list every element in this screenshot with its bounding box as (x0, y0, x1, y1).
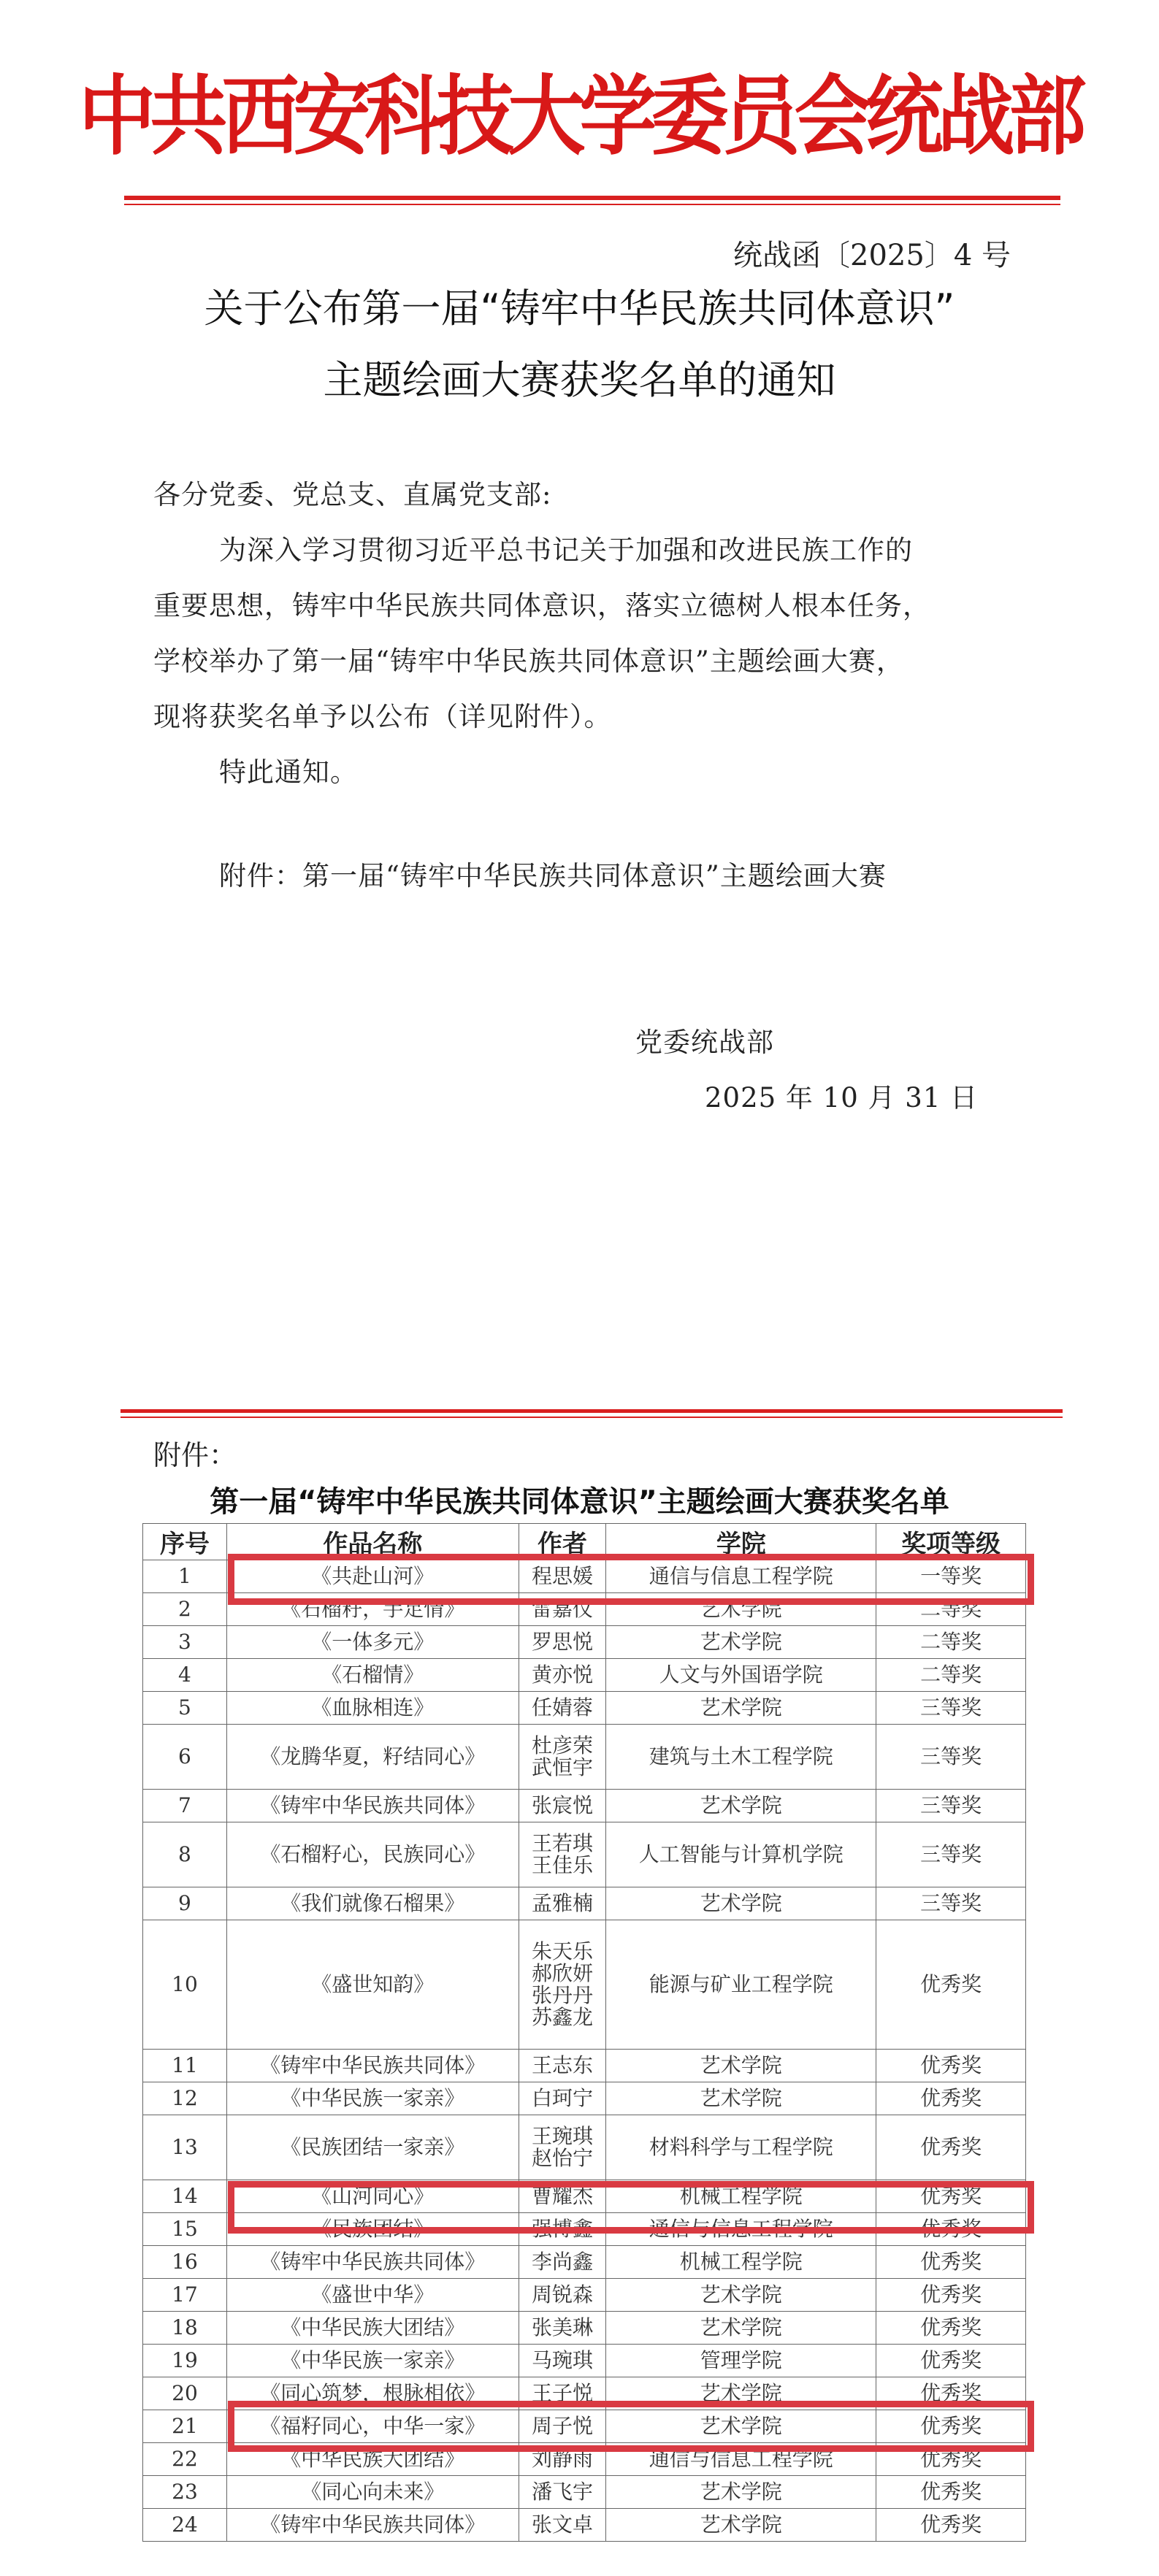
cell-award: 优秀奖 (876, 2279, 1026, 2312)
cell-college: 人工智能与计算机学院 (606, 1822, 876, 1887)
cell-award: 三等奖 (876, 1822, 1026, 1887)
column-header-college: 学院 (606, 1524, 876, 1560)
cell-author (519, 1626, 606, 1659)
award-table (142, 1523, 1026, 2542)
table-row (143, 1692, 1026, 1725)
cell-award: 二等奖 (876, 1593, 1026, 1626)
cell-college: 艺术学院 (606, 1626, 876, 1659)
attachment-reference: 附件：第一届“铸牢中华民族共同体意识”主题绘画大赛 (219, 860, 887, 892)
cell-no: 9 (143, 1887, 227, 1920)
author-name: 张丹丹 (532, 1983, 594, 2007)
highlight-box-row-1 (228, 1554, 1034, 1605)
author-name: 杜彦荣 (532, 1733, 594, 1757)
table-row (143, 1790, 1026, 1822)
attachment-rule-thin (121, 1417, 1063, 1418)
cell-work: 《民族团结一家亲》 (226, 2115, 519, 2180)
table-row (143, 1659, 1026, 1692)
author-name: 张美琳 (532, 2315, 594, 2339)
cell-college: 艺术学院 (606, 2312, 876, 2345)
author-name: 程思媛 (532, 1564, 594, 1588)
cell-work: 《石榴籽心，民族同心》 (226, 1822, 519, 1887)
cell-award: 三等奖 (876, 1692, 1026, 1725)
column-header-work: 作品名称 (226, 1524, 519, 1560)
cell-work: 《铸牢中华民族共同体》 (226, 2246, 519, 2279)
cell-award: 三等奖 (876, 1790, 1026, 1822)
cell-award: 优秀奖 (876, 2312, 1026, 2345)
cell-work: 《石榴籽，手足情》 (226, 1593, 519, 1626)
cell-author (519, 2279, 606, 2312)
cell-no: 4 (143, 1659, 227, 1692)
author-name: 郝欣妍 (532, 1961, 594, 1985)
cell-award: 二等奖 (876, 1626, 1026, 1659)
cell-author (519, 2509, 606, 2542)
cell-no: 15 (143, 2213, 227, 2246)
cell-no: 2 (143, 1593, 227, 1626)
cell-college: 通信与信息工程学院 (606, 2213, 876, 2246)
author-name: 李尚鑫 (532, 2250, 594, 2274)
cell-college: 能源与矿业工程学院 (606, 1920, 876, 2050)
cell-college: 艺术学院 (606, 1593, 876, 1626)
author-name: 白珂宁 (532, 2086, 594, 2110)
cell-college: 管理学院 (606, 2345, 876, 2377)
cell-no: 24 (143, 2509, 227, 2542)
cell-college: 艺术学院 (606, 1790, 876, 1822)
cell-author (519, 2246, 606, 2279)
cell-no: 20 (143, 2377, 227, 2410)
column-header-no: 序号 (143, 1524, 227, 1560)
letterhead-org-name: 中共西安科技大学委员会统战部 (78, 66, 1081, 167)
letterhead-rule-thin (124, 204, 1060, 205)
cell-award: 优秀奖 (876, 2115, 1026, 2180)
author-name: 孟雅楠 (532, 1891, 594, 1915)
author-name: 雷嘉仪 (532, 1597, 594, 1621)
author-name: 武恒宇 (532, 1755, 594, 1779)
cell-no: 19 (143, 2345, 227, 2377)
author-name: 王志东 (532, 2053, 594, 2077)
cell-work: 《铸牢中华民族共同体》 (226, 1790, 519, 1822)
cell-college: 艺术学院 (606, 2410, 876, 2443)
signature-date: 2025 年 10 月 31 日 (705, 1082, 979, 1113)
notice-title-line-1: 关于公布第一届“铸牢中华民族共同体意识” (204, 285, 955, 331)
author-name: 王佳乐 (532, 1853, 594, 1877)
cell-work: 《石榴情》 (226, 1659, 519, 1692)
author-name: 罗思悦 (532, 1630, 594, 1654)
cell-no: 12 (143, 2082, 227, 2115)
cell-no: 16 (143, 2246, 227, 2279)
cell-college: 艺术学院 (606, 1692, 876, 1725)
cell-work: 《同心筑梦，根脉相依》 (226, 2377, 519, 2410)
document-number: 统战函〔2025〕4 号 (733, 239, 1011, 272)
signature-dept: 党委统战部 (635, 1027, 774, 1058)
table-row (143, 2115, 1026, 2180)
table-row (143, 1822, 1026, 1887)
author-name: 赵怡宁 (532, 2146, 594, 2170)
cell-work: 《民族团结》 (226, 2213, 519, 2246)
cell-work: 《山河同心》 (226, 2180, 519, 2213)
closing-line: 特此通知。 (219, 756, 358, 788)
cell-author (519, 1822, 606, 1887)
author-name: 苏鑫龙 (532, 2005, 594, 2029)
cell-author (519, 1692, 606, 1725)
award-list-title: 第一届“铸牢中华民族共同体意识”主题绘画大赛获奖名单 (210, 1485, 949, 1519)
highlight-box-row-15 (228, 2181, 1034, 2234)
author-name: 周子悦 (532, 2414, 594, 2438)
table-row (143, 2345, 1026, 2377)
cell-award: 优秀奖 (876, 2476, 1026, 2509)
author-name: 王若琪 (532, 1831, 594, 1855)
cell-no: 13 (143, 2115, 227, 2180)
cell-award: 二等奖 (876, 1659, 1026, 1692)
author-name: 刘静雨 (532, 2447, 594, 2471)
table-row (143, 1725, 1026, 1790)
cell-author (519, 1659, 606, 1692)
cell-work: 《中华民族一家亲》 (226, 2082, 519, 2115)
cell-award: 优秀奖 (876, 2213, 1026, 2246)
cell-work: 《血脉相连》 (226, 1692, 519, 1725)
cell-no: 7 (143, 1790, 227, 1822)
cell-college: 艺术学院 (606, 2377, 876, 2410)
cell-no: 21 (143, 2410, 227, 2443)
cell-author (519, 2115, 606, 2180)
cell-no: 22 (143, 2443, 227, 2476)
cell-work: 《中华民族大团结》 (226, 2443, 519, 2476)
author-name: 张文卓 (532, 2512, 594, 2537)
table-row (143, 2476, 1026, 2509)
cell-no: 3 (143, 1626, 227, 1659)
cell-no: 6 (143, 1725, 227, 1790)
cell-author (519, 2312, 606, 2345)
cell-no: 14 (143, 2180, 227, 2213)
cell-work: 《中华民族一家亲》 (226, 2345, 519, 2377)
cell-college: 艺术学院 (606, 2050, 876, 2082)
author-name: 朱天乐 (532, 1939, 594, 1963)
cell-award: 优秀奖 (876, 2377, 1026, 2410)
cell-college: 机械工程学院 (606, 2246, 876, 2279)
author-name: 曹耀杰 (532, 2184, 594, 2208)
cell-award: 优秀奖 (876, 2180, 1026, 2213)
cell-award: 优秀奖 (876, 2410, 1026, 2443)
salutation: 各分党委、党总支、直属党支部: (153, 479, 552, 510)
cell-author (519, 1887, 606, 1920)
cell-no: 11 (143, 2050, 227, 2082)
author-name: 马琬琪 (532, 2348, 594, 2372)
attachment-rule-thick (121, 1409, 1063, 1413)
table-row (143, 1626, 1026, 1659)
cell-author (519, 1790, 606, 1822)
notice-title-line-2: 主题绘画大赛获奖名单的通知 (323, 357, 836, 403)
cell-no: 18 (143, 2312, 227, 2345)
cell-award: 优秀奖 (876, 2443, 1026, 2476)
cell-award: 优秀奖 (876, 2246, 1026, 2279)
body-line: 为深入学习贯彻习近平总书记关于加强和改进民族工作的 (219, 534, 913, 566)
cell-no: 10 (143, 1920, 227, 2050)
cell-author (519, 2082, 606, 2115)
cell-work: 《铸牢中华民族共同体》 (226, 2050, 519, 2082)
cell-award: 优秀奖 (876, 1920, 1026, 2050)
cell-award: 优秀奖 (876, 2082, 1026, 2115)
author-name: 张宸悦 (532, 1793, 594, 1817)
attachment-label: 附件： (153, 1439, 237, 1471)
cell-work: 《同心向未来》 (226, 2476, 519, 2509)
cell-no: 1 (143, 1560, 227, 1593)
cell-award: 一等奖 (876, 1560, 1026, 1593)
cell-work: 《一体多元》 (226, 1626, 519, 1659)
cell-college: 艺术学院 (606, 2279, 876, 2312)
author-name: 王子悦 (532, 2381, 594, 2405)
cell-work: 《中华民族大团结》 (226, 2312, 519, 2345)
cell-college: 艺术学院 (606, 1887, 876, 1920)
author-name: 强博鑫 (532, 2217, 594, 2241)
cell-award: 三等奖 (876, 1725, 1026, 1790)
cell-college: 艺术学院 (606, 2509, 876, 2542)
cell-no: 8 (143, 1822, 227, 1887)
column-header-author: 作者 (519, 1524, 606, 1560)
cell-college: 机械工程学院 (606, 2180, 876, 2213)
cell-award: 优秀奖 (876, 2345, 1026, 2377)
cell-work: 《我们就像石榴果》 (226, 1887, 519, 1920)
author-name: 潘飞宇 (532, 2480, 594, 2504)
table-row (143, 2246, 1026, 2279)
table-row (143, 2509, 1026, 2542)
cell-author (519, 2345, 606, 2377)
cell-award: 优秀奖 (876, 2050, 1026, 2082)
cell-college: 材料科学与工程学院 (606, 2115, 876, 2180)
table-row (143, 2312, 1026, 2345)
cell-college: 人文与外国语学院 (606, 1659, 876, 1692)
cell-work: 《福籽同心，中华一家》 (226, 2410, 519, 2443)
table-row (143, 2082, 1026, 2115)
table-row (143, 1920, 1026, 2050)
cell-college: 建筑与土木工程学院 (606, 1725, 876, 1790)
cell-no: 17 (143, 2279, 227, 2312)
column-header-award: 奖项等级 (876, 1524, 1026, 1560)
cell-work: 《盛世中华》 (226, 2279, 519, 2312)
author-name: 黄亦悦 (532, 1663, 594, 1687)
highlight-box-row-22 (228, 2401, 1034, 2452)
author-name: 任婧蓉 (532, 1695, 594, 1720)
cell-college: 艺术学院 (606, 2082, 876, 2115)
cell-author (519, 2476, 606, 2509)
table-row (143, 1887, 1026, 1920)
table-row (143, 2050, 1026, 2082)
cell-no: 5 (143, 1692, 227, 1725)
cell-college: 通信与信息工程学院 (606, 2443, 876, 2476)
cell-work: 《共赴山河》 (226, 1560, 519, 1593)
body-line: 现将获奖名单予以公布（详见附件）。 (153, 701, 612, 732)
author-name: 王琬琪 (532, 2124, 594, 2148)
cell-author (519, 1920, 606, 2050)
cell-work: 《龙腾华夏，籽结同心》 (226, 1725, 519, 1790)
cell-college: 通信与信息工程学院 (606, 1560, 876, 1593)
cell-author (519, 2050, 606, 2082)
author-name: 周锐森 (532, 2282, 594, 2307)
cell-work: 《盛世知韵》 (226, 1920, 519, 2050)
cell-no: 23 (143, 2476, 227, 2509)
cell-award: 优秀奖 (876, 2509, 1026, 2542)
cell-author (519, 1725, 606, 1790)
cell-college: 艺术学院 (606, 2476, 876, 2509)
letterhead-rule-thick (124, 196, 1060, 200)
cell-award: 三等奖 (876, 1887, 1026, 1920)
table-row (143, 2279, 1026, 2312)
body-line: 重要思想，铸牢中华民族共同体意识，落实立德树人根本任务， (153, 590, 930, 621)
cell-work: 《铸牢中华民族共同体》 (226, 2509, 519, 2542)
body-line: 学校举办了第一届“铸牢中华民族共同体意识”主题绘画大赛， (153, 645, 904, 677)
